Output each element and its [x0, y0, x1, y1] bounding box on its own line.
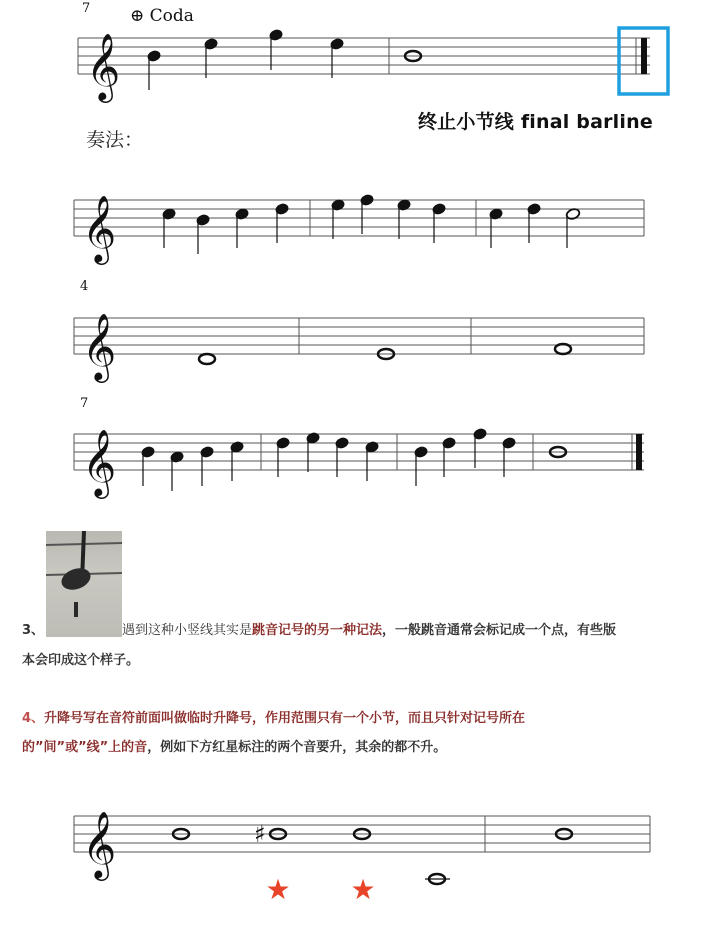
treble-clef-icon: 𝄞 — [82, 312, 117, 380]
sharp-icon: ♯ — [254, 820, 266, 848]
staff-row3 — [0, 412, 721, 502]
item4-line1 — [22, 710, 712, 729]
coda-label: Coda — [149, 6, 194, 26]
item4-highlight2: 的”间”或”线”上的音 — [22, 740, 148, 755]
final-barline-label: 终止小节线 final barline — [418, 111, 653, 133]
item3-paragraph — [22, 622, 712, 641]
item4-line2 — [22, 739, 712, 758]
final-barline — [641, 38, 647, 74]
item4-text-after: ，例如下方红星标注的两个音要升，其余的都不升。 — [147, 740, 447, 755]
item3-line2: 本会印成这个样子。 — [22, 653, 140, 668]
item4-index: 4、 — [22, 711, 45, 726]
notes-row3 — [141, 428, 516, 491]
red-star-icon: ★ — [265, 873, 291, 906]
staff-row2 — [0, 296, 721, 386]
treble-clef-icon: 𝄞 — [82, 428, 117, 496]
treble-clef-icon: 𝄞 — [82, 810, 117, 878]
performance-heading: 奏法： — [86, 129, 144, 151]
staff-accidental-example — [0, 790, 721, 910]
item3-index: 3、 — [22, 623, 45, 638]
staff-row1 — [0, 180, 721, 270]
measure-number: 7 — [82, 1, 91, 16]
red-star-icon: ★ — [350, 873, 376, 906]
notes-row1 — [162, 194, 541, 254]
measure-number: 4 — [80, 279, 89, 294]
coda-icon: ⊕ — [130, 6, 145, 26]
item3-highlight: 跳音记号的另一种记法 — [252, 623, 383, 638]
staff-top — [0, 0, 721, 110]
treble-clef-icon: 𝄞 — [82, 194, 117, 262]
measure-number: 7 — [80, 396, 89, 411]
treble-clef-icon: 𝄞 — [86, 32, 121, 100]
item3-text-before: 遇到这种小竖线其实是 — [122, 623, 253, 638]
item3-text-after: ，一般跳音通常会标记成一个点，有些版 — [382, 623, 617, 638]
item4-highlight1: 升降号写在音符前面叫做临时升降号，作用范围只有一个小节，而且只针对记号所在 — [44, 711, 526, 726]
